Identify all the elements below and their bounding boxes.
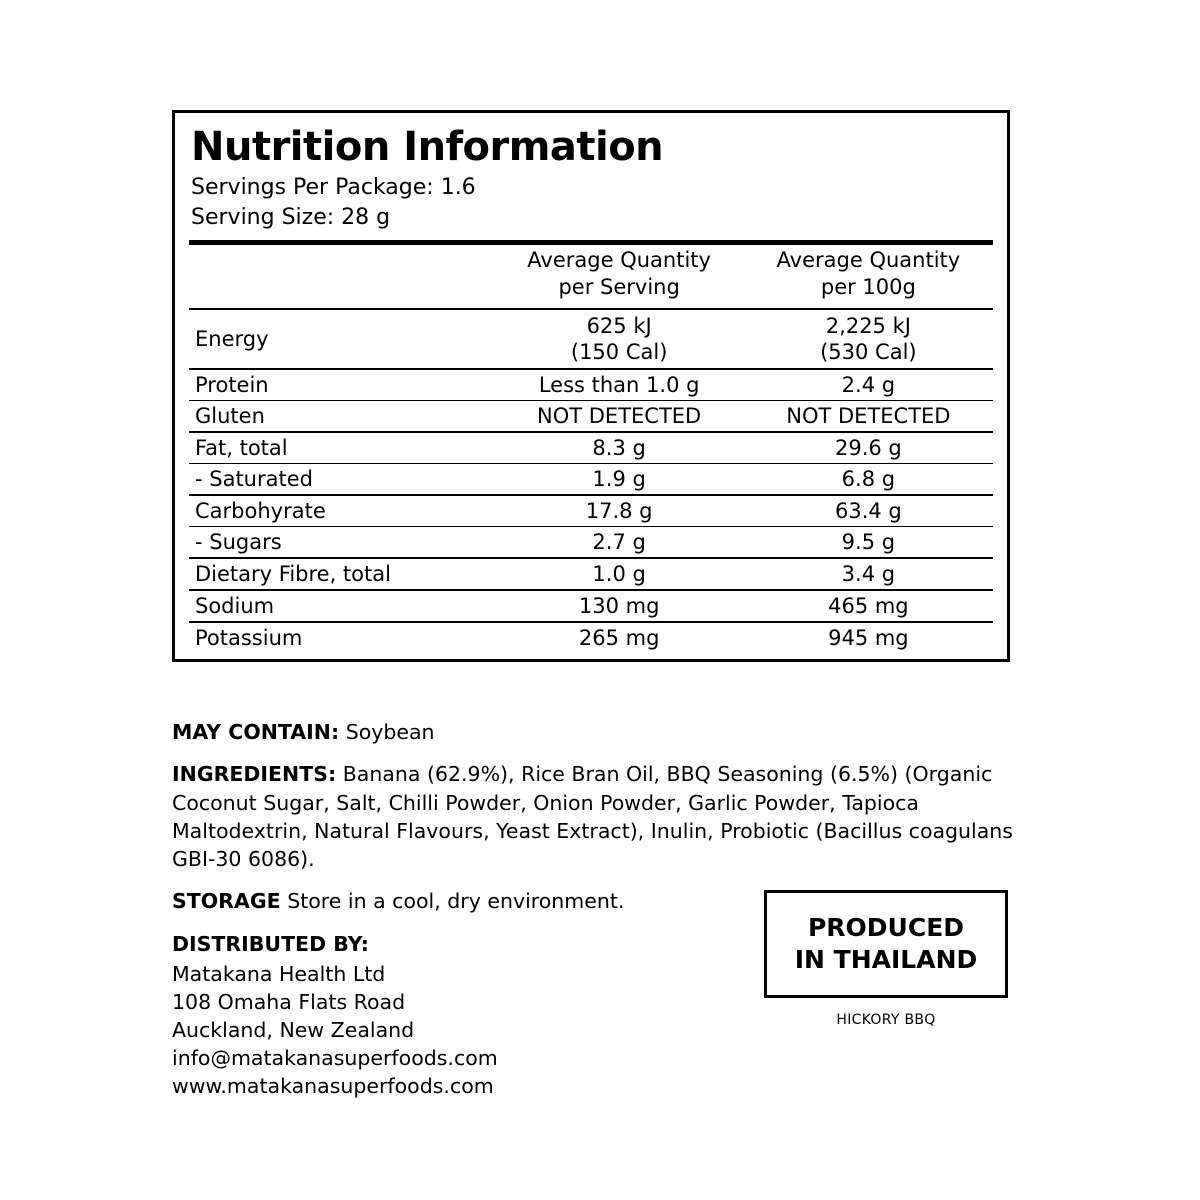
table-row [189,432,993,464]
row-label: Dietary Fibre, total [189,558,495,590]
header-per-serving-line1: Average Quantity [527,248,711,273]
serving-size: Serving Size: 28 g [191,204,391,230]
produced-in-box [764,890,1008,998]
table-row [189,464,993,496]
distributor-city: Auckland, New Zealand [172,1017,415,1042]
table-row [189,558,993,590]
row-value-per100: NOT DETECTED [744,401,993,433]
row-value-per100 [744,309,993,370]
row-label: Sodium [189,590,495,622]
table-row [189,401,993,433]
produced-line1: PRODUCED [807,913,965,942]
storage-label: STORAGE [172,889,281,914]
header-per-100g [744,243,993,309]
row-value-per100-line1: 2,225 kJ [825,313,911,338]
table-row [189,527,993,559]
distributed-by-label: DISTRIBUTED BY: [172,931,369,956]
row-label: - Sugars [189,527,495,559]
row-value-serving: 265 mg [495,622,744,653]
row-value-serving: 1.9 g [495,464,744,496]
row-value-per100: 3.4 g [744,558,993,590]
distributor-website: www.matakanasuperfoods.com [172,1074,494,1099]
distributor-name: Matakana Health Ltd [172,961,386,986]
panel-title: Nutrition Information [191,124,664,170]
table-row [189,590,993,622]
table-row [189,622,993,653]
row-value-serving: 1.0 g [495,558,744,590]
may-contain-label: MAY CONTAIN: [172,720,340,744]
row-label: - Saturated [189,464,495,496]
row-value-per100: 6.8 g [744,464,993,496]
row-value-serving: 8.3 g [495,432,744,464]
row-value-per100: 2.4 g [744,369,993,401]
flavour-variant-text: HICKORY BBQ [836,1012,936,1028]
may-contain-text: Soybean [345,720,435,744]
row-value-per100: 465 mg [744,590,993,622]
nutrition-information-panel [172,110,1010,662]
row-value-serving: NOT DETECTED [495,401,744,433]
table-row [189,495,993,527]
header-per-serving [495,243,744,309]
header-per-100g-line2: per 100g [820,274,916,299]
row-label: Potassium [189,622,495,653]
servings-per-package: Servings Per Package: 1.6 [191,175,476,200]
ingredients-text: Banana (62.9%), Rice Bran Oil, BBQ Seasoning (6.5%) (Organic Coconut Sugar, Salt, Chilli Powder, Onion Powder, Garlic Powder, Tapioca Maltodextrin, Natural Flavours, Yeast Extract), Inulin, Probiotic (Bacillus coagulans GBI-30 6086). [172,762,1013,872]
row-value-per100-line2: (530 Cal) [820,340,917,365]
row-value-serving: Less than 1.0 g [495,369,744,401]
table-row [189,309,993,370]
row-value-serving-line2: (150 Cal) [570,340,668,365]
row-value-serving: 130 mg [495,590,744,622]
table-row [189,369,993,401]
header-per-serving-line2: per Serving [558,274,680,299]
row-label: Protein [189,369,495,401]
row-value-per100: 29.6 g [744,432,993,464]
row-value-serving-line1: 625 kJ [586,313,652,338]
row-value-serving [495,309,744,370]
produced-line2: IN THAILAND [794,945,978,974]
ingredients-label: INGREDIENTS: [172,762,337,787]
row-value-per100: 63.4 g [744,495,993,527]
row-label: Energy [189,309,495,370]
nutrition-table [189,240,993,653]
row-label: Carbohyrate [189,495,495,527]
distributor-street: 108 Omaha Flats Road [172,989,406,1014]
row-value-per100: 945 mg [744,622,993,653]
may-contain-block [172,718,1032,746]
row-label: Gluten [189,401,495,433]
row-label: Fat, total [189,432,495,464]
table-header-row [189,243,993,309]
header-blank [189,243,495,309]
row-value-serving: 2.7 g [495,527,744,559]
header-per-100g-line1: Average Quantity [776,248,961,273]
ingredients-block [172,760,1024,873]
storage-text: Store in a cool, dry environment. [287,889,625,914]
row-value-serving: 17.8 g [495,495,744,527]
distributor-email: info@matakanasuperfoods.com [172,1046,498,1070]
row-value-per100: 9.5 g [744,527,993,559]
